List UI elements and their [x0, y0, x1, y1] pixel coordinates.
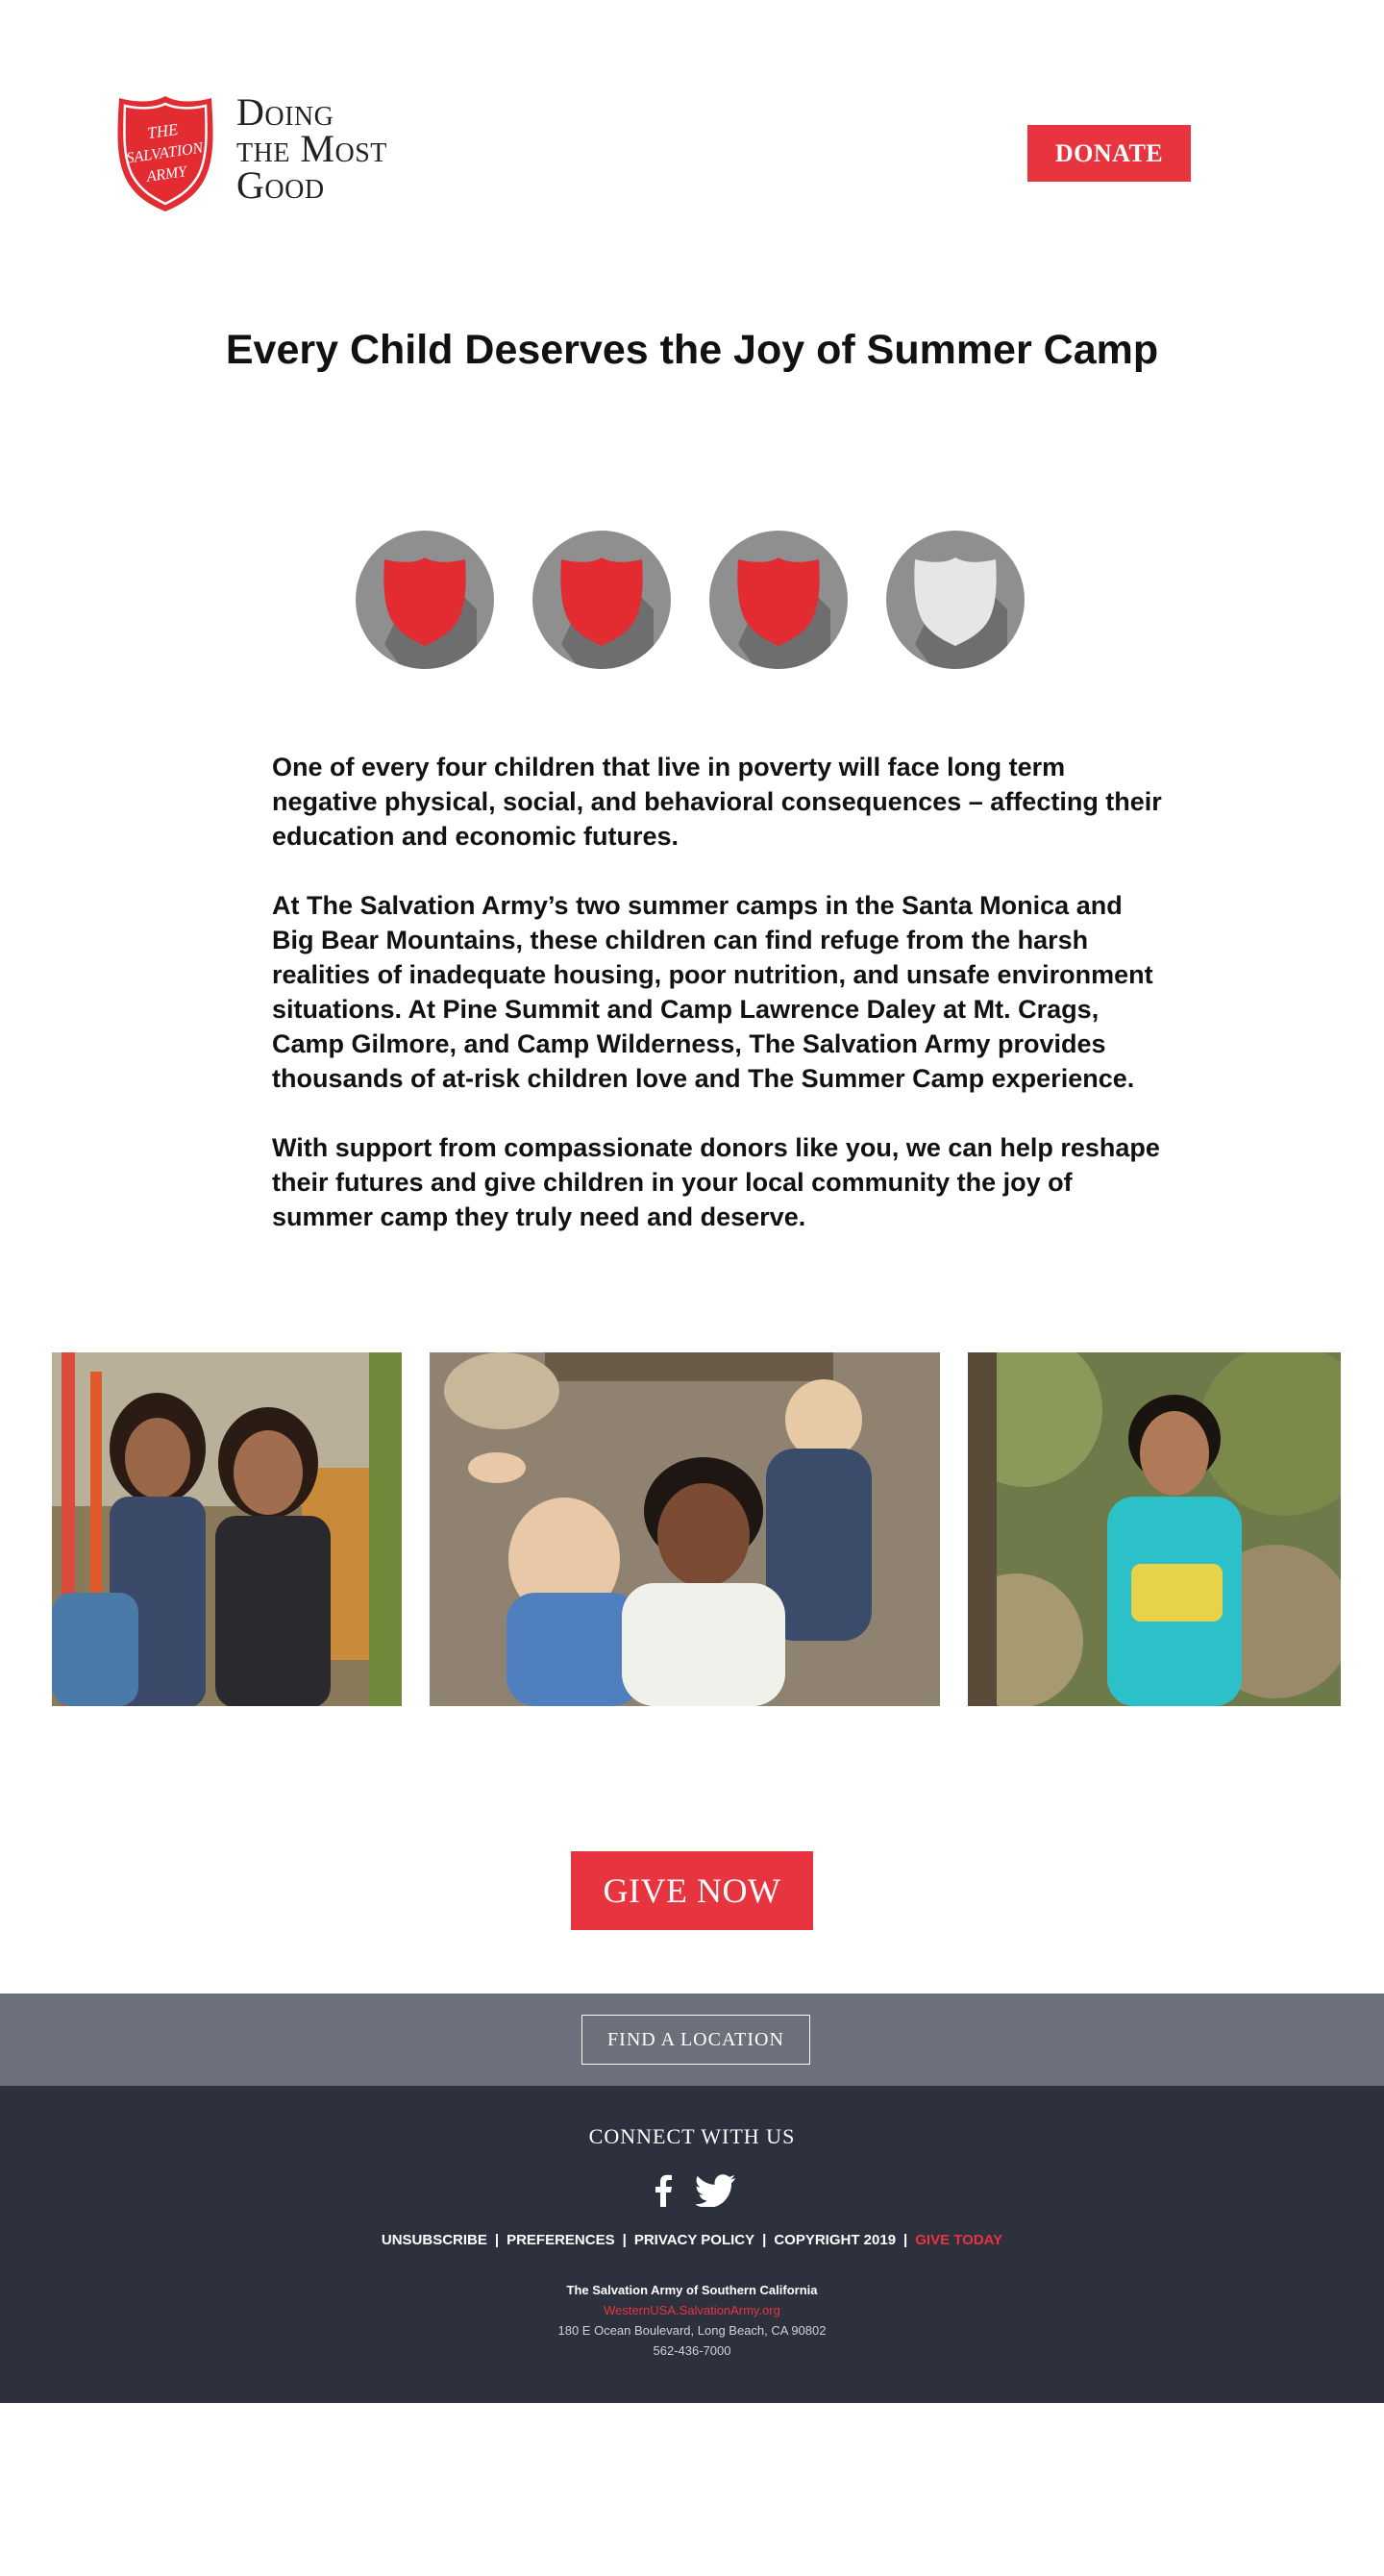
- filled-shield-badge-icon: [709, 531, 848, 669]
- link-separator: |: [622, 2232, 627, 2248]
- two-girls-photo: [52, 1352, 402, 1706]
- logo-tagline-line-1: Doing: [236, 90, 334, 134]
- org-url-link[interactable]: WesternUSA.SalvationArmy.org: [604, 2303, 780, 2317]
- org-phone: 562-436-7000: [653, 2343, 731, 2358]
- org-info: [0, 2280, 1384, 2361]
- body-paragraph-1: One of every four children that live in poverty will face long term negative physical, social, and behavioral consequences – affecting their education and economic futures.: [272, 753, 1162, 851]
- find-location-band: [0, 1994, 1384, 2086]
- connect-heading: CONNECT WITH US: [588, 2124, 796, 2148]
- header: [0, 0, 1384, 288]
- logo-shield-line-3: ARMY: [145, 163, 188, 186]
- footer: [0, 2086, 1384, 2403]
- logo-tagline: [236, 90, 387, 207]
- filled-shield-badge-icon: [356, 531, 494, 669]
- boy-in-racer-shirt-photo: [968, 1352, 1341, 1706]
- twitter-icon[interactable]: [696, 2174, 736, 2207]
- unsubscribe-link[interactable]: UNSUBSCRIBE: [381, 2232, 487, 2248]
- body-paragraph-2: At The Salvation Army’s two summer camps in the Santa Monica and Big Bear Mountains, these children can find refuge from the harsh realities of inadequate housing, poor nutrition, and unsafe environment situations. At Pine Summit and Camp Lawrence Daley at Mt. Crags, Camp Gilmore, and Camp Wilderness, The Salvation Army provides thousands of at-risk children love and The Summer Camp experience.: [272, 891, 1153, 1093]
- body-copy: [272, 750, 1166, 1269]
- shield-logo-icon: [113, 92, 217, 213]
- logo-tagline-line-3: Good: [236, 163, 325, 207]
- empty-shield-badge-icon: [886, 531, 1025, 669]
- facebook-icon[interactable]: [650, 2174, 679, 2207]
- give-today-link[interactable]: GIVE TODAY: [915, 2232, 1003, 2248]
- preferences-link[interactable]: PREFERENCES: [507, 2232, 615, 2248]
- logo-shield-line-2: SALVATION: [125, 139, 205, 167]
- filled-shield-badge-icon: [532, 531, 671, 669]
- privacy-policy-link[interactable]: PRIVACY POLICY: [633, 2232, 755, 2248]
- find-location-button[interactable]: FIND A LOCATION: [581, 2015, 810, 2065]
- link-separator: |: [903, 2232, 908, 2248]
- page-headline: Every Child Deserves the Joy of Summer Camp: [225, 327, 1159, 373]
- progress-badges: [356, 531, 1028, 671]
- org-name: The Salvation Army of Southern California: [566, 2283, 818, 2297]
- donate-button[interactable]: DONATE: [1027, 125, 1191, 182]
- link-separator: |: [494, 2232, 500, 2248]
- logo-tagline-line-2: the Most: [236, 127, 387, 170]
- kids-looking-up-photo: [430, 1352, 940, 1706]
- give-now-button[interactable]: GIVE NOW: [571, 1851, 813, 1930]
- footer-links: [0, 2232, 1384, 2248]
- social-links: [650, 2170, 736, 2209]
- copyright-text: COPYRIGHT 2019: [774, 2232, 897, 2248]
- org-address: 180 E Ocean Boulevard, Long Beach, CA 90802: [557, 2323, 827, 2338]
- salvation-army-logo[interactable]: [113, 92, 387, 213]
- logo-shield-line-1: THE: [146, 119, 180, 143]
- link-separator: |: [762, 2232, 767, 2248]
- body-paragraph-3: With support from compassionate donors like you, we can help reshape their futures and give children in your local community the joy of summer camp they truly need and deserve.: [272, 1133, 1160, 1231]
